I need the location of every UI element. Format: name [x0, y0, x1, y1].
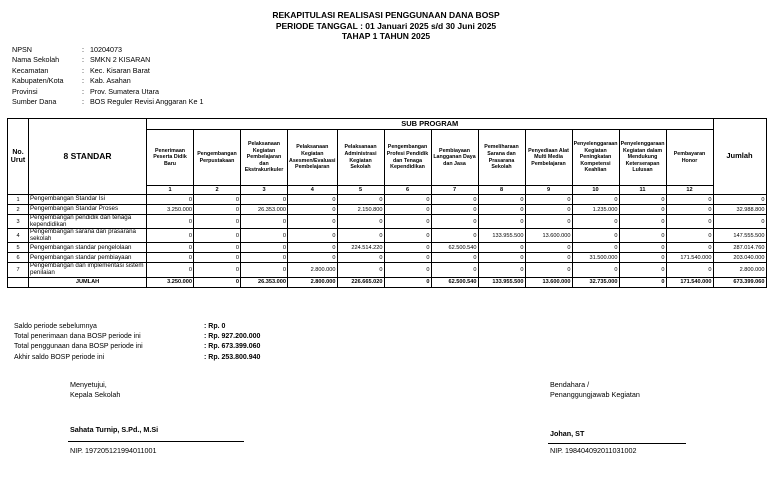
amount-cell: 0: [384, 215, 431, 229]
amount-cell: 0: [431, 215, 478, 229]
realization-table: [7, 118, 767, 288]
column-number: 2: [194, 186, 241, 195]
info-value: 10204073: [90, 45, 122, 54]
info-label: Kabupaten/Kota: [12, 76, 64, 86]
amount-cell: 0: [147, 263, 194, 277]
info-row: Kabupaten/Kota : Kab. Asahan: [12, 76, 131, 86]
info-value: BOS Reguler Revisi Anggaran Ke 1: [90, 97, 204, 107]
row-number: 6: [8, 253, 29, 263]
amount-cell: 0: [337, 253, 384, 263]
amount-cell: 0: [666, 263, 713, 277]
info-label: Provinsi: [12, 86, 38, 96]
table-row: [8, 243, 767, 253]
amount-cell: 0: [147, 195, 194, 205]
row-total: 32.988.800: [713, 205, 766, 215]
row-total: 0: [713, 215, 766, 229]
amount-cell: 224.514.220: [337, 243, 384, 253]
amount-cell: 0: [431, 229, 478, 243]
amount-cell: 0: [478, 195, 525, 205]
total-amount-cell: 13.600.000: [525, 277, 572, 287]
amount-cell: 0: [572, 229, 619, 243]
column-number: 8: [478, 186, 525, 195]
approval-label: Menyetujui,: [70, 380, 107, 389]
sub-program-column-header: Pelaksanaan Kegiatan Pembelajaran dan Ekstrakurikuler: [241, 130, 288, 186]
amount-cell: 0: [147, 229, 194, 243]
no-header: No. Urut: [8, 119, 29, 195]
total-amount-cell: 26.353.000: [241, 277, 288, 287]
amount-cell: 0: [572, 243, 619, 253]
row-number: 2: [8, 205, 29, 215]
standard-label: Pengembangan standar pembiayaan: [29, 253, 147, 263]
summary-label: Saldo periode sebelumnya: [14, 323, 97, 330]
sub-program-column-header: Pelaksanaan Administrasi Kegiatan Sekolah: [337, 130, 384, 186]
info-label: Nama Sekolah: [12, 55, 60, 65]
total-amount-cell: 32.735.000: [572, 277, 619, 287]
amount-cell: 0: [384, 229, 431, 243]
amount-cell: 0: [241, 195, 288, 205]
sub-program-column-header: Penyelenggaraan Kegiatan dalam Mendukung Keterserapan Lulusan: [619, 130, 666, 186]
amount-cell: 0: [478, 253, 525, 263]
jumlah-header: Jumlah: [713, 119, 766, 195]
amount-cell: 0: [525, 253, 572, 263]
info-row: Nama Sekolah : SMKN 2 KISARAN: [12, 55, 151, 65]
sub-program-header: SUB PROGRAM: [147, 119, 714, 130]
sub-program-column-header: Pemeliharaan Sarana dan Prasarana Sekolah: [478, 130, 525, 186]
amount-cell: 0: [525, 263, 572, 277]
standard-label: Pengembangan Standar Isi: [29, 195, 147, 205]
amount-cell: 0: [194, 205, 241, 215]
amount-cell: 0: [478, 243, 525, 253]
amount-cell: 0: [288, 205, 338, 215]
row-total: 0: [713, 195, 766, 205]
amount-cell: 0: [384, 263, 431, 277]
totals-row: [8, 277, 767, 287]
amount-cell: 0: [619, 205, 666, 215]
summary-row: [14, 353, 260, 363]
total-amount-cell: 2.800.000: [288, 277, 338, 287]
summary-value: : Rp. 0: [204, 323, 226, 330]
summary-row: [14, 332, 260, 342]
total-amount-cell: 3.250.000: [147, 277, 194, 287]
totals-blank: [8, 277, 29, 287]
table-row: [8, 215, 767, 229]
standard-label: Pengembangan dan implementasi sistem penilaian: [29, 263, 147, 277]
totals-label: JUMLAH: [29, 277, 147, 287]
amount-cell: 1.235.000: [572, 205, 619, 215]
info-label: NPSN: [12, 45, 32, 54]
right-signature-line: [548, 443, 686, 444]
total-amount-cell: 0: [619, 277, 666, 287]
column-number: 5: [337, 186, 384, 195]
column-number: 1: [147, 186, 194, 195]
info-value: Kec. Kisaran Barat: [90, 65, 150, 75]
amount-cell: 0: [337, 195, 384, 205]
info-value: Kab. Asahan: [90, 76, 131, 86]
report-title: REKAPITULASI REALISASI PENGGUNAAN DANA BOSP: [272, 10, 500, 20]
amount-cell: 0: [384, 253, 431, 263]
report-period: PERIODE TANGGAL : 01 Januari 2025 s/d 30 Juni 2025: [275, 21, 497, 31]
amount-cell: 0: [288, 253, 338, 263]
row-number: 7: [8, 263, 29, 277]
summary-row: [14, 342, 260, 352]
total-amount-cell: 0: [384, 277, 431, 287]
principal-name: Sahata Turnip, S.Pd., M.Si: [70, 425, 159, 434]
info-row: Sumber Dana : BOS Reguler Revisi Anggaran Ke 1: [12, 97, 204, 107]
amount-cell: 0: [666, 205, 713, 215]
summary-row: [14, 322, 260, 332]
summary-value: : Rp. 673.399.060: [204, 343, 261, 351]
amount-cell: 0: [288, 243, 338, 253]
treasurer-label: Bendahara /: [550, 380, 590, 389]
amount-cell: 0: [337, 229, 384, 243]
total-amount-cell: 62.500.540: [431, 277, 478, 287]
amount-cell: 0: [194, 263, 241, 277]
amount-cell: 0: [431, 205, 478, 215]
row-number: 4: [8, 229, 29, 243]
column-number: 3: [241, 186, 288, 195]
amount-cell: 2.150.800: [337, 205, 384, 215]
amount-cell: 133.955.500: [478, 229, 525, 243]
amount-cell: 62.500.540: [431, 243, 478, 253]
amount-cell: 0: [241, 215, 288, 229]
treasurer-title: Penanggungjawab Kegiatan: [550, 389, 640, 399]
standar-header: 8 STANDAR: [29, 119, 147, 195]
column-number: 6: [384, 186, 431, 195]
column-number: 11: [619, 186, 666, 195]
sub-program-column-header: Pengembangan Profesi Pendidik dan Tenaga Kependidikan: [384, 130, 431, 186]
table-row: [8, 229, 767, 243]
amount-cell: 0: [619, 195, 666, 205]
amount-cell: 0: [431, 195, 478, 205]
amount-cell: 0: [619, 263, 666, 277]
table-row: [8, 253, 767, 263]
amount-cell: 0: [194, 253, 241, 263]
amount-cell: 0: [525, 195, 572, 205]
left-signature-line: [68, 441, 244, 442]
principal-nip: NIP. 197205121994011001: [70, 446, 157, 455]
info-label: Kecamatan: [12, 65, 49, 75]
sub-program-column-header: Pengembangan Perpustakaan: [194, 130, 241, 186]
column-number: 10: [572, 186, 619, 195]
amount-cell: 0: [525, 215, 572, 229]
amount-cell: 0: [337, 215, 384, 229]
summary-section: [14, 322, 260, 363]
amount-cell: 0: [666, 229, 713, 243]
amount-cell: 0: [384, 243, 431, 253]
amount-cell: 0: [241, 253, 288, 263]
amount-cell: 171.540.000: [666, 253, 713, 263]
sub-program-column-header: Pembayaran Honor: [666, 130, 713, 186]
standard-label: Pengembangan pendidik dan tenaga kependidikan: [29, 215, 147, 229]
sub-program-column-header: Pelaksanaan Kegiatan Asesmen/Evaluasi Pembelajaran: [288, 130, 338, 186]
amount-cell: 0: [241, 263, 288, 277]
amount-cell: 2.800.000: [288, 263, 338, 277]
amount-cell: 0: [478, 215, 525, 229]
info-value: Prov. Sumatera Utara: [90, 86, 159, 96]
summary-label: Akhir saldo BOSP periode ini: [14, 353, 105, 361]
treasurer-nip: NIP. 198404092011031002: [550, 446, 637, 455]
row-number: 5: [8, 243, 29, 253]
treasurer-name: Johan, ST: [550, 429, 585, 438]
sub-program-column-header: Penyelenggaraan Kegiatan Peningkatan Kompetensi Keahlian: [572, 130, 619, 186]
amount-cell: 0: [525, 243, 572, 253]
row-number: 3: [8, 215, 29, 229]
report-stage: TAHAP 1 TAHUN 2025: [341, 31, 431, 41]
amount-cell: 0: [619, 243, 666, 253]
amount-cell: 0: [241, 243, 288, 253]
amount-cell: 0: [288, 195, 338, 205]
summary-value: : Rp. 927.200.000: [204, 333, 261, 341]
standard-label: Pengembangan standar pengelolaan: [29, 243, 147, 253]
info-row: Kecamatan : Kec. Kisaran Barat: [12, 65, 150, 75]
summary-label: Total penerimaan dana BOSP periode ini: [14, 333, 141, 341]
amount-cell: 0: [478, 205, 525, 215]
amount-cell: 0: [194, 195, 241, 205]
sub-program-column-header: Penerimaan Peserta Didik Baru: [147, 130, 194, 186]
sub-program-column-header: Penyediaan Alat Multi Media Pembelajaran: [525, 130, 572, 186]
amount-cell: 0: [666, 215, 713, 229]
amount-cell: 0: [431, 253, 478, 263]
amount-cell: 0: [619, 215, 666, 229]
info-label: Sumber Dana: [12, 97, 57, 107]
table-row: [8, 205, 767, 215]
amount-cell: 0: [666, 243, 713, 253]
amount-cell: 0: [337, 263, 384, 277]
amount-cell: 0: [241, 229, 288, 243]
column-number: 12: [666, 186, 713, 195]
amount-cell: 0: [194, 243, 241, 253]
column-number: 7: [431, 186, 478, 195]
summary-value: : Rp. 253.800.940: [204, 353, 261, 361]
column-number: 4: [288, 186, 338, 195]
amount-cell: 0: [525, 205, 572, 215]
amount-cell: 13.600.000: [525, 229, 572, 243]
principal-title: Kepala Sekolah: [70, 389, 121, 399]
amount-cell: 0: [147, 253, 194, 263]
amount-cell: 0: [619, 253, 666, 263]
amount-cell: 0: [194, 229, 241, 243]
total-amount-cell: 171.540.000: [666, 277, 713, 287]
left-signature-heading: [70, 380, 120, 399]
amount-cell: 0: [194, 215, 241, 229]
amount-cell: 26.353.000: [241, 205, 288, 215]
amount-cell: 0: [431, 263, 478, 277]
row-total: 147.555.500: [713, 229, 766, 243]
total-amount-cell: 226.665.020: [337, 277, 384, 287]
table-row: [8, 195, 767, 205]
amount-cell: 0: [619, 229, 666, 243]
amount-cell: 0: [666, 195, 713, 205]
amount-cell: 0: [288, 215, 338, 229]
amount-cell: 31.500.000: [572, 253, 619, 263]
summary-label: Total penggunaan dana BOSP periode ini: [14, 343, 143, 351]
column-number: 9: [525, 186, 572, 195]
standard-label: Pengembangan sarana dan prasarana sekolah: [29, 229, 147, 243]
amount-cell: 0: [572, 263, 619, 277]
amount-cell: 0: [288, 229, 338, 243]
info-row: NPSN : 10204073: [12, 45, 122, 54]
amount-cell: 0: [384, 195, 431, 205]
standard-label: Pengembangan Standar Proses: [29, 205, 147, 215]
amount-cell: 0: [147, 215, 194, 229]
info-value: SMKN 2 KISARAN: [90, 55, 151, 65]
amount-cell: 0: [147, 243, 194, 253]
amount-cell: 3.250.000: [147, 205, 194, 215]
row-number: 1: [8, 195, 29, 205]
right-signature-heading: [550, 380, 640, 399]
row-total: 287.014.760: [713, 243, 766, 253]
amount-cell: 0: [572, 215, 619, 229]
amount-cell: 0: [384, 205, 431, 215]
sub-program-column-header: Pembiayaan Langganan Daya dan Jasa: [431, 130, 478, 186]
row-total: 203.040.000: [713, 253, 766, 263]
total-amount-cell: 133.955.500: [478, 277, 525, 287]
info-row: Provinsi : Prov. Sumatera Utara: [12, 86, 159, 96]
table-row: [8, 263, 767, 277]
total-amount-cell: 0: [194, 277, 241, 287]
row-total: 2.800.000: [713, 263, 766, 277]
amount-cell: 0: [572, 195, 619, 205]
grand-total: 673.399.060: [713, 277, 766, 287]
school-info: [12, 45, 203, 107]
amount-cell: 0: [478, 263, 525, 277]
